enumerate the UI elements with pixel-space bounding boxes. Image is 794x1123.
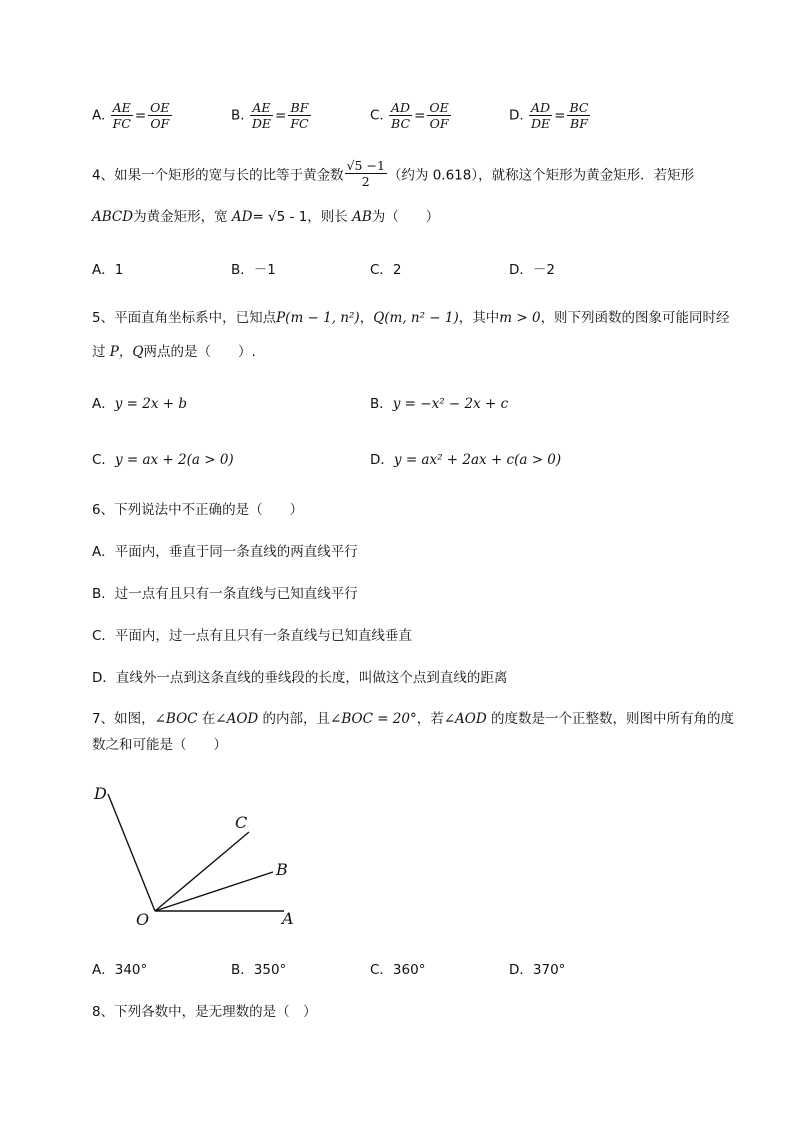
q6-option-b: B．过一点有且只有一条直线与已知直线平行 bbox=[92, 586, 358, 602]
ray-oc bbox=[155, 832, 249, 911]
numerator: AD bbox=[529, 100, 552, 116]
q4-option-d: D．－2 bbox=[509, 262, 555, 278]
q5-option-b bbox=[370, 392, 508, 412]
angle-label: ∠AOD bbox=[443, 711, 487, 727]
q3-option-b bbox=[231, 100, 312, 131]
fraction bbox=[148, 100, 171, 131]
fraction bbox=[427, 100, 450, 131]
numerator: √5 −1 bbox=[346, 158, 385, 173]
q7-option-d: D．370° bbox=[509, 962, 566, 978]
q4-text: 为（ ） bbox=[371, 209, 440, 225]
q5-text: 5、平面直角坐标系中，已知点 bbox=[92, 310, 277, 326]
math-var: ABCD bbox=[92, 209, 134, 225]
q6-option-d: D．直线外一点到这条直线的垂线段的长度，叫做这个点到直线的距离 bbox=[92, 670, 508, 686]
denominator: OF bbox=[150, 116, 170, 131]
q5-option-c bbox=[92, 448, 234, 468]
q7-option-a: A．340° bbox=[92, 962, 148, 978]
equals-sign: = bbox=[554, 107, 566, 124]
option-letter: A. bbox=[92, 107, 106, 124]
golden-ratio-fraction bbox=[345, 158, 387, 189]
option-letter: C. bbox=[370, 107, 384, 124]
q6-stem: 6、下列说法中不正确的是（ ） bbox=[92, 502, 304, 518]
q5-text: 过 bbox=[92, 344, 110, 360]
q3-option-d bbox=[509, 100, 591, 131]
q8-stem: 8、下列各数中，是无理数的是（ ） bbox=[92, 1004, 317, 1020]
option-letter: D. bbox=[509, 107, 524, 124]
q4-option-c: C．2 bbox=[370, 262, 402, 278]
denominator: DE bbox=[530, 116, 551, 131]
angle-label: ∠AOD bbox=[215, 711, 259, 727]
q5-stem-line2 bbox=[92, 340, 256, 360]
fraction bbox=[529, 100, 552, 131]
option-letter: B． bbox=[370, 396, 393, 412]
q5-option-a bbox=[92, 392, 187, 412]
equals-sign: = bbox=[275, 107, 287, 124]
label-b: B bbox=[276, 860, 288, 879]
numerator: AE bbox=[111, 100, 133, 116]
numerator: AE bbox=[250, 100, 273, 116]
numerator: OE bbox=[150, 100, 170, 115]
q3-option-c bbox=[370, 100, 452, 131]
numerator: BC bbox=[569, 100, 589, 115]
q7-text: 在 bbox=[197, 711, 216, 727]
math-var: AB bbox=[352, 209, 372, 225]
q7-text: 的度数是一个正整数，则图中所有角的度 bbox=[486, 711, 734, 727]
fraction bbox=[111, 100, 133, 131]
ray-od bbox=[108, 794, 155, 911]
fraction bbox=[288, 100, 310, 131]
equals-sign: = bbox=[414, 107, 426, 124]
denominator: 2 bbox=[361, 174, 370, 189]
q7-text: ，若 bbox=[416, 711, 444, 727]
q4-text: 4、如果一个矩形的宽与长的比等于黄金数 bbox=[92, 167, 344, 184]
q6-option-a: A．平面内，垂直于同一条直线的两直线平行 bbox=[92, 544, 358, 560]
fraction bbox=[389, 100, 412, 131]
numerator: OE bbox=[429, 100, 449, 115]
fraction bbox=[567, 100, 590, 131]
denominator: DE bbox=[251, 116, 272, 131]
q7-option-c: C．360° bbox=[370, 962, 426, 978]
label-o: O bbox=[136, 910, 150, 929]
denominator: OF bbox=[429, 116, 449, 131]
q7-option-b: B．350° bbox=[231, 962, 287, 978]
q4-text: = √5 - 1，则长 bbox=[252, 209, 353, 225]
option-expr: y = −x² − 2x + c bbox=[392, 396, 509, 412]
q4-stem-line1 bbox=[92, 158, 694, 189]
option-letter: A． bbox=[92, 396, 115, 412]
option-letter: B. bbox=[231, 107, 245, 124]
q7-stem-line2: 数之和可能是（ ） bbox=[92, 737, 227, 753]
q7-stem-line1 bbox=[92, 707, 734, 727]
q4-stem-line2 bbox=[92, 205, 439, 225]
option-expr: y = ax² + 2ax + c(a > 0) bbox=[393, 452, 562, 468]
angle-label: ∠BOC bbox=[154, 711, 198, 727]
numerator: BF bbox=[288, 100, 310, 116]
angle-condition: ∠BOC = 20° bbox=[330, 711, 417, 727]
q4-option-a: A．1 bbox=[92, 262, 124, 278]
condition: m > 0 bbox=[499, 310, 541, 326]
q5-text: ， bbox=[359, 310, 374, 326]
label-d: D bbox=[94, 784, 107, 803]
q4-text: 为黄金矩形，宽 bbox=[133, 209, 232, 225]
option-letter: D． bbox=[370, 452, 394, 468]
label-c: C bbox=[235, 813, 248, 832]
label-a: A bbox=[282, 909, 294, 928]
fraction bbox=[250, 100, 273, 131]
denominator: FC bbox=[290, 116, 309, 131]
q7-text: 的内部，且 bbox=[258, 711, 331, 727]
option-letter: C． bbox=[92, 452, 115, 468]
q7-text: 7、如图， bbox=[92, 711, 155, 727]
point-q: Q(m, n² − 1) bbox=[373, 310, 459, 326]
option-expr: y = ax + 2(a > 0) bbox=[114, 452, 234, 468]
q5-text: ，其中 bbox=[458, 310, 500, 326]
denominator: FC bbox=[112, 116, 131, 131]
option-expr: y = 2x + b bbox=[114, 396, 188, 412]
point-p: P(m − 1, n²) bbox=[276, 310, 360, 326]
denominator: BF bbox=[570, 116, 588, 131]
math-var: P，Q bbox=[109, 344, 144, 360]
q4-text: （约为 0.618），就称这个矩形为黄金矩形．若矩形 bbox=[387, 167, 695, 184]
denominator: BC bbox=[391, 116, 411, 131]
q5-stem-line1 bbox=[92, 306, 730, 326]
q5-option-d bbox=[370, 448, 561, 468]
math-var: AD bbox=[231, 209, 253, 225]
numerator: AD bbox=[391, 100, 411, 115]
equals-sign: = bbox=[134, 107, 147, 124]
q5-text: 两点的是（ ）. bbox=[143, 344, 256, 360]
ray-ob bbox=[155, 872, 273, 911]
q4-option-b: B．－1 bbox=[231, 262, 276, 278]
q5-text: ，则下列函数的图象可能同时经 bbox=[540, 310, 730, 326]
q3-option-a bbox=[92, 100, 173, 131]
angle-diagram bbox=[88, 780, 308, 930]
q6-option-c: C．平面内，过一点有且只有一条直线与已知直线垂直 bbox=[92, 628, 412, 644]
